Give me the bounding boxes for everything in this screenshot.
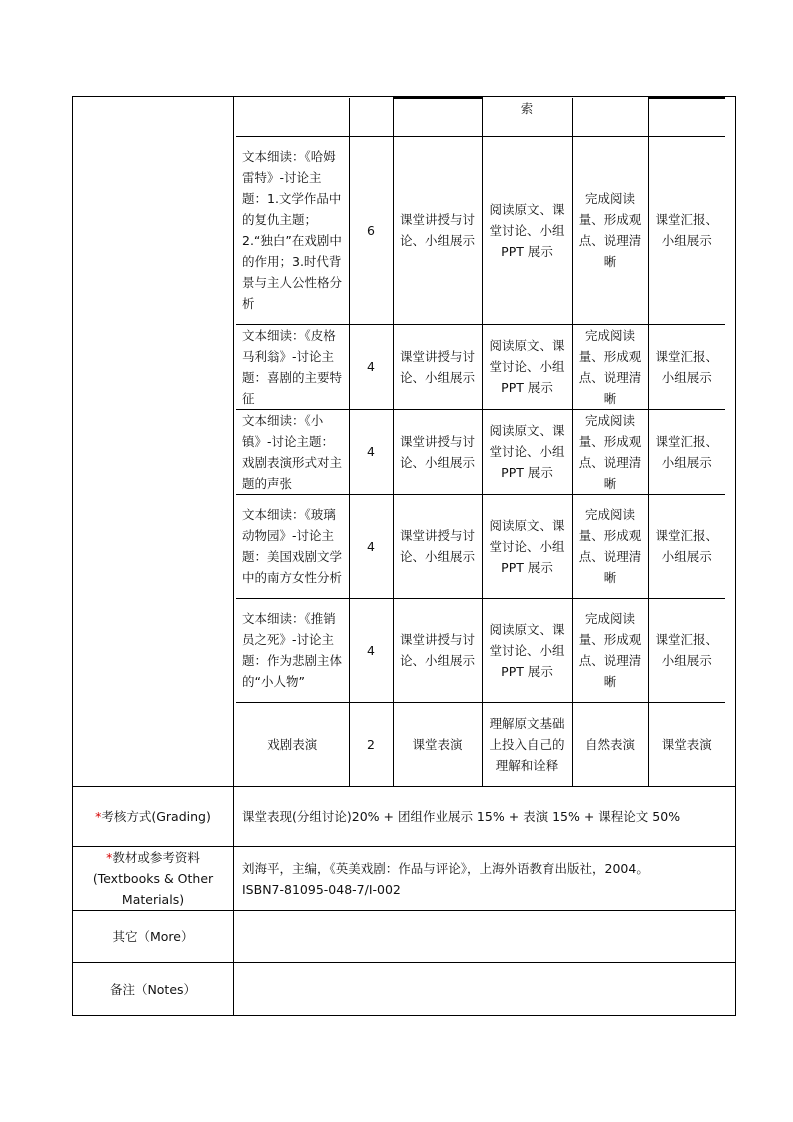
activity-cell: 阅读原文、课堂讨论、小组 PPT 展示 — [482, 409, 572, 494]
hours-cell: 4 — [349, 409, 393, 494]
requirement-cell: 完成阅读量、形成观点、说理清晰 — [572, 136, 648, 324]
more-value — [234, 911, 736, 963]
hours-cell: 4 — [349, 598, 393, 702]
requirement-cell — [572, 98, 648, 136]
textbooks-value — [234, 847, 736, 911]
required-marker: * — [106, 850, 113, 865]
schedule-row — [236, 598, 725, 702]
schedule-row — [236, 702, 725, 786]
requirement-cell: 完成阅读量、形成观点、说理清晰 — [572, 494, 648, 598]
notes-row — [73, 963, 736, 1016]
schedule-row — [73, 97, 736, 787]
activity-cell: 阅读原文、课堂讨论、小组 PPT 展示 — [482, 324, 572, 409]
textbook-citation: 刘海平，主编，《英美戏剧：作品与评论》，上海外语教育出版社，2004。 — [242, 860, 649, 876]
mode-cell: 课堂表演 — [393, 702, 482, 786]
topic-cell: 文本细读：《玻璃动物园》-讨论主题：美国戏剧文学中的南方女性分析 — [236, 494, 349, 598]
topic-cell: 戏剧表演 — [236, 702, 349, 786]
more-row — [73, 911, 736, 963]
hours-cell: 6 — [349, 136, 393, 324]
schedule-row — [236, 494, 725, 598]
textbooks-label-en-2: Materials) — [121, 892, 185, 907]
hours-cell — [349, 98, 393, 136]
notes-value — [234, 963, 736, 1016]
activity-cell: 阅读原文、课堂讨论、小组 PPT 展示 — [482, 494, 572, 598]
syllabus-table — [72, 96, 736, 1016]
schedule-table — [236, 97, 725, 786]
mode-cell: 课堂讲授与讨论、小组展示 — [393, 494, 482, 598]
required-marker: * — [95, 809, 102, 824]
hours-cell: 2 — [349, 702, 393, 786]
assessment-cell: 课堂汇报、小组展示 — [648, 598, 725, 702]
topic-cell: 文本细读：《推销员之死》-讨论主题：作为悲剧主体的“小人物” — [236, 598, 349, 702]
textbooks-label-en-1: (Textbooks & Other — [92, 871, 214, 886]
mode-cell: 课堂讲授与讨论、小组展示 — [393, 598, 482, 702]
schedule-row — [236, 136, 725, 324]
topic-cell: 文本细读：《小镇》-讨论主题：戏剧表演形式对主题的声张 — [236, 409, 349, 494]
grading-value: 课堂表现(分组讨论)20% + 团组作业展示 15% + 表演 15% + 课程论文 50% — [234, 787, 736, 847]
activity-cell: 索 — [482, 98, 572, 136]
mode-cell: 课堂讲授与讨论、小组展示 — [393, 136, 482, 324]
grading-label-text: 考核方式(Grading) — [101, 809, 211, 824]
activity-cell: 阅读原文、课堂讨论、小组 PPT 展示 — [482, 598, 572, 702]
schedule-label-cell — [73, 97, 234, 787]
schedule-cell — [234, 97, 736, 787]
assessment-cell — [648, 98, 725, 136]
assessment-cell: 课堂表演 — [648, 702, 725, 786]
requirement-cell: 完成阅读量、形成观点、说理清晰 — [572, 598, 648, 702]
assessment-cell: 课堂汇报、小组展示 — [648, 324, 725, 409]
topic-cell — [236, 98, 349, 136]
topic-cell: 文本细读：《皮格马利翁》-讨论主题：喜剧的主要特征 — [236, 324, 349, 409]
mode-cell: 课堂讲授与讨论、小组展示 — [393, 324, 482, 409]
assessment-cell: 课堂汇报、小组展示 — [648, 136, 725, 324]
assessment-cell: 课堂汇报、小组展示 — [648, 409, 725, 494]
mode-cell — [393, 98, 482, 136]
textbook-isbn: ISBN7-81095-048-7/I-002 — [242, 881, 401, 897]
activity-cell: 阅读原文、课堂讨论、小组 PPT 展示 — [482, 136, 572, 324]
textbooks-label-cn: 教材或参考资料 — [112, 850, 200, 865]
assessment-cell: 课堂汇报、小组展示 — [648, 494, 725, 598]
grading-label — [73, 787, 234, 847]
activity-cell: 理解原文基础上投入自己的理解和诠释 — [482, 702, 572, 786]
topic-cell: 文本细读：《哈姆雷特》-讨论主题：1.文学作品中的复仇主题；2.“独白”在戏剧中的作用；3.时代背景与主人公性格分析 — [236, 136, 349, 324]
notes-label: 备注（Notes） — [73, 963, 234, 1016]
requirement-cell: 完成阅读量、形成观点、说理清晰 — [572, 324, 648, 409]
textbooks-row — [73, 847, 736, 911]
requirement-cell: 完成阅读量、形成观点、说理清晰 — [572, 409, 648, 494]
textbooks-label — [73, 847, 234, 911]
hours-cell: 4 — [349, 494, 393, 598]
grading-row — [73, 787, 736, 847]
mode-cell: 课堂讲授与讨论、小组展示 — [393, 409, 482, 494]
hours-cell: 4 — [349, 324, 393, 409]
schedule-row — [236, 324, 725, 409]
more-label: 其它（More） — [73, 911, 234, 963]
schedule-row — [236, 409, 725, 494]
schedule-continuation-row — [236, 98, 725, 136]
requirement-cell: 自然表演 — [572, 702, 648, 786]
